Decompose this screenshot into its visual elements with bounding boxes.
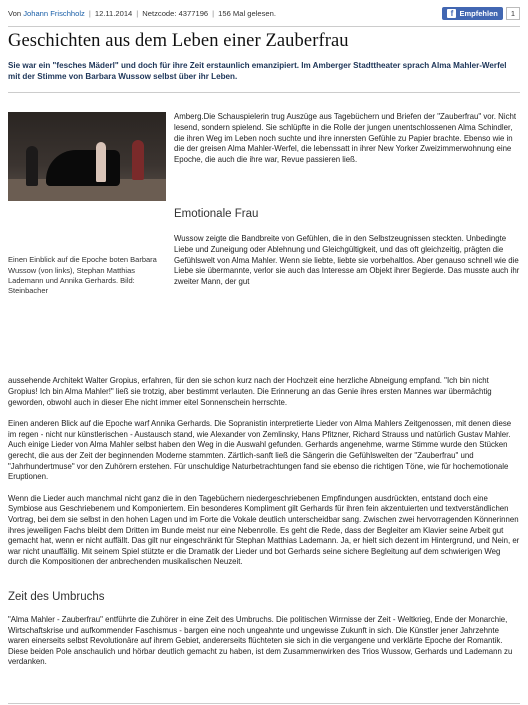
facebook-share: [442, 7, 520, 20]
divider: [8, 703, 520, 704]
image-caption: Einen Einblick auf die Epoche boten Barbara Wussow (von links), Stephan Matthias Lademann und Annika Gerhards. Bild: Steinbacher: [8, 255, 157, 296]
divider: [8, 26, 520, 27]
subheading: Emotionale Frau: [174, 208, 259, 221]
facebook-icon: f: [447, 9, 456, 18]
paragraph-continued: aussehende Architekt Walter Gropius, erfahren, für den sie schon kurz nach der Hochzeit eine herzliche Abneigung empfand. "Ich bin nicht Gropius! Ich bin Alma Mahler!" ließ sie trotzig, aber bestimmt verlauten. Die Erinnerung an das Genie ihres ersten Mannes war übermächtig geworden, obwohl auch in dieser Ehe nicht immer eitel Sonnenschein herrschte.: [8, 376, 492, 407]
photo-piano: [46, 150, 120, 186]
read-count: 156 Mal gelesen.: [218, 8, 276, 18]
meta-separator: |: [212, 8, 215, 18]
paragraph: Wenn die Lieder auch manchmal nicht ganz die in den Tagebüchern niedergeschriebenen Empfindungen ausdrückten, entstand doch eine Symbiose aus Geschriebenem und Komponiertem. Ein besonderes Kompliment gilt Gerhards für ihren fein akzentuierten und textverständlichen Vortrag, bei dem sie selbst in den hohen Lagen und im Forte die Vokale deutlich unterscheidbar sang. Zwischen zwei hervorragenden Könnerinnen ihres jeweiligen Fachs bleibt dem Dritten im Bunde meist nur eine Nebenrolle. Es geht die Rede, dass der Begleiter am Klavier seine Arbeit gut gemacht hat, wenn er nicht auffällt. Das gilt nur eingeschränkt für Stephan Matthias Lademann. Ja, er hielt sich dezent im Hintergrund, und Nein, er war nicht unauffällig. Mit seinem Spiel stützte er die Dramatik der Lieder und bot Gerhards seine sichere Begleitung auf dem schwierigen Weg durch die Kompositionen der anbrechenden musikalischen Neuzeit.: [8, 493, 520, 567]
facebook-recommend-button[interactable]: [442, 7, 502, 20]
article-title: Geschichten aus dem Leben einer Zauberfrau: [8, 31, 349, 51]
paragraph: Wussow zeigte die Bandbreite von Gefühlen, die in den Selbstzeugnissen steckten. Unbedingte Liebe und Zuneigung oder Ablehnung und Gleichgültigkeit, und das oft gleichzeitig, prägten die Gefühlswelt von Alma Mahler. Wenn sie liebte, liebte sie vorbehaltlos. Aber genauso schnell wie die Liebe sie übermannte, verlor sie auch das Interesse am Objekt ihrer Begierde. Das musste auch ihr zweiter Mann, der gut: [174, 234, 520, 286]
facebook-count: 1: [506, 7, 520, 20]
facebook-recommend-label: Empfehlen: [459, 8, 498, 18]
article-lead: Sie war ein "fesches Mäderl" und doch für ihre Zeit erstaunlich emanzipiert. Im Amberger Stadttheater sprach Alma Mahler-Werfel mit der Stimme von Barbara Wussow selbst über ihr Leben.: [8, 61, 507, 82]
photo-person: [26, 146, 38, 186]
publish-date: 12.11.2014: [94, 8, 133, 18]
author-prefix: Von: [8, 8, 22, 18]
netcode: Netzcode: 4377196: [142, 8, 209, 18]
photo-person: [96, 142, 106, 182]
article-top-block: [8, 112, 520, 374]
paragraph: Amberg.Die Schauspielerin trug Auszüge aus Tagebüchern und Briefen der "Zauberfrau" vor. Nicht lesend, sondern spielend. Sie schlüpfte in die Rolle der jungen unentschlossenen Alma Schindler, die ihren Weg im Leben noch suchte und ihre innersten Gefühle zu Papier brachte. Ebenso wie in die der greisen Alma Mahler-Werfel, die lebenssatt in ihrer New Yorker Zweizimmerwohnung eine Epoche, die auch die ihre war, Revue passieren ließ.: [174, 112, 517, 164]
divider: [8, 92, 520, 93]
meta-separator: |: [88, 8, 91, 18]
subheading: Zeit des Umbruchs: [8, 590, 105, 603]
paragraph: "Alma Mahler - Zauberfrau" entführte die Zuhörer in eine Zeit des Umbruchs. Die politischen Wirrnisse der Zeit - Weltkrieg, Ende der Monarchie, Wirtschaftskrise und aufkommender Faschismus - bargen eine noch ungeahnte und ungewisse Zukunft in sich. Die Künstler jener Jahrzehnte waren einerseits selbst Revolutionäre auf ihrem Gebiet, andererseits flüchteten sie sich in die vergangene und verklärte Epoche der Romantik. Diese beiden Pole anschaulich und hörbar deutlich gemacht zu haben, ist dem Zusammenwirken des Trios Wussow, Gerhards und Lademann zu verdanken.: [8, 614, 513, 667]
meta-separator: |: [136, 8, 139, 18]
paragraph: Einen anderen Blick auf die Epoche warf Annika Gerhards. Die Sopranistin interpretierte Lieder von Alma Mahlers Zeitgenossen, mit denen diese im regen - nicht nur künstlerischen - Austausch stand, wie Alexander von Zemlinsky, Hans Pfitzner, Richard Strauss und natürlich Gustav Mahler. Auch einige Lieder von Alma Mahler selbst haben den Weg in die Auswahl gefunden. Gerhards angenehme, warme Stimme wurde den Stücken gerecht, die aus der Zeit der beginnenden Moderne stammten. Zärtlich-sanft ließ die Sängerin die Gefühlswelten der "Zauberfrau" und "Jahrhundertmuse" vor den Zuhörern erstehen. Für unschuldige Naturbetrachtungen fand sie ebenso die richtigen Töne, wie für hochemotionale Eruptionen.: [8, 419, 512, 482]
article-meta: [8, 0, 520, 26]
article-photo[interactable]: [8, 112, 166, 201]
author-link[interactable]: Johann Frischholz: [23, 8, 85, 18]
photo-person: [132, 140, 144, 180]
